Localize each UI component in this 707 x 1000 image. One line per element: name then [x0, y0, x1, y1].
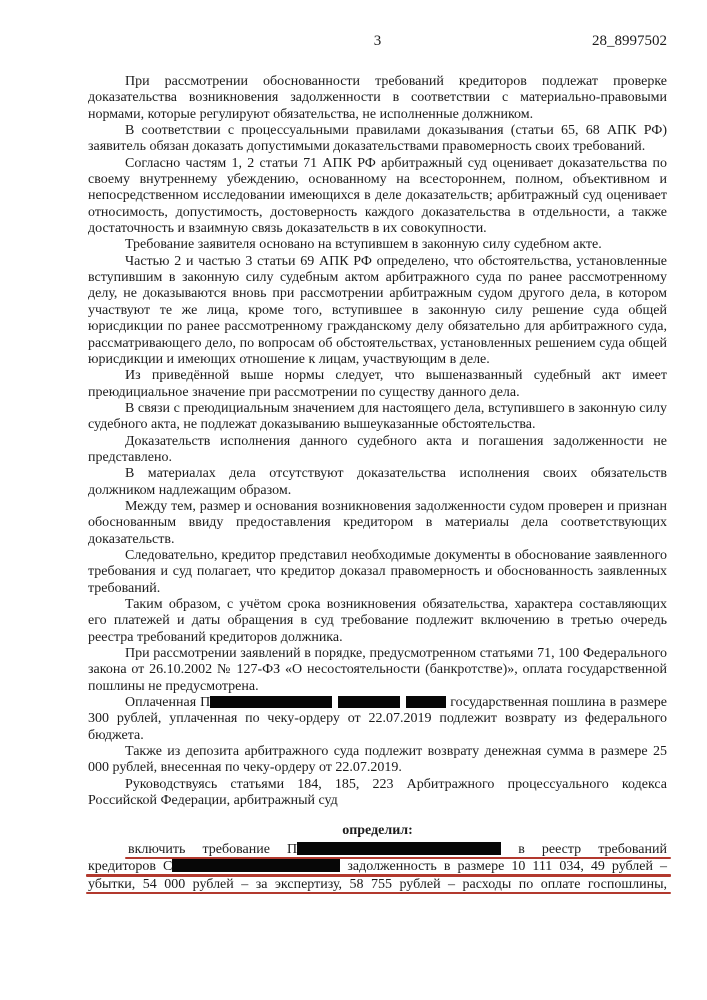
- paragraph: При рассмотрении заявлений в порядке, предусмотренном статьями 71, 100 Федерального закона от 26.10.2002 № 127-ФЗ «О несостоятельности (банкротстве)», оплата государственной пошлины не предусмотрена.: [88, 646, 667, 694]
- stamp-duty-paragraph: Оплаченная П государственная пошлина в размере 300 рублей, уплаченная по чеку-ордеру от 22.07.2019 подлежит возврату из федерального бюджета.: [88, 695, 667, 743]
- page-number: 3: [373, 33, 382, 49]
- ruling-line: кредиторов С задолженность в размере 10 111 034, 49 рублей –: [88, 858, 667, 876]
- red-pen-underline: [86, 892, 671, 895]
- ruling-heading: определил:: [342, 823, 413, 839]
- redaction-bar: [172, 859, 340, 872]
- document-code: 28_8997502: [592, 33, 667, 49]
- paragraph: В соответствии с процессуальными правилами доказывания (статьи 65, 68 АПК РФ) заявитель обязан доказать допустимыми доказательствами правомерность своих требований.: [88, 123, 667, 155]
- paragraph: Между тем, размер и основания возникновения задолженности судом проверен и признан обоснованным ввиду предоставления кредитором в материалы дела соответствующих доказательств.: [88, 498, 667, 547]
- ruling-line: убытки, 54 000 рублей – за экспертизу, 58 755 рублей – расходы по оплате госпошлины,: [88, 876, 667, 894]
- redaction-bar: [406, 696, 446, 708]
- paragraph: Частью 2 и частью 3 статьи 69 АПК РФ определено, что обстоятельства, установленные вступившим в законную силу судебным актом арбитражного суда по ранее рассмотренному делу, не доказываются вновь при рассмотрении арбитражным судом другого дела, в котором участвуют те же лица, кроме того, вступившее в законную силу решение суда общей юрисдикции по ранее рассмотренному гражданскому делу обязательно для арбитражного суда, рассматривающего дело, по вопросам об обстоятельствах, установленных решением суда общей юрисдикции и имеющих отношение к лицам, участвующим в деле.: [88, 253, 667, 367]
- document-body: [88, 74, 667, 893]
- paragraph: Доказательств исполнения данного судебного акта и погашения задолженности не представлено.: [88, 433, 667, 465]
- paragraph: При рассмотрении обоснованности требований кредиторов подлежат проверке доказательства возникновения задолженности в соответствии с материально-правовыми нормами, которые регулируют обязательства, не исполненные должником.: [88, 74, 667, 122]
- body-paragraphs: [88, 74, 667, 809]
- paragraph: В материалах дела отсутствуют доказательства исполнения своих обязательств должником надлежащим образом.: [88, 466, 667, 498]
- paragraph: Таким образом, с учётом срока возникновения обязательства, характера составляющих его платежей и даты обращения в суд требование подлежит включению в третью очередь реестра требований кредиторов должника.: [88, 597, 667, 645]
- paragraph: Руководствуясь статьями 184, 185, 223 Арбитражного процессуального кодекса Российской Федерации, арбитражный суд: [88, 776, 667, 809]
- page-header: [88, 33, 667, 53]
- redaction-bar: [297, 842, 501, 855]
- redaction-bar: [210, 696, 332, 708]
- paragraph: Из приведённой выше нормы следует, что вышеназванный судебный акт имеет преюдициальное значение при рассмотрении по существу данного дела.: [88, 368, 667, 400]
- paragraph: Согласно частям 1, 2 статьи 71 АПК РФ арбитражный суд оценивает доказательства по своему внутреннему убеждению, основанному на всестороннем, полном, объективном и непосредственном исследовании имеющихся в деле доказательств; арбитражный суд оценивает относимость, допустимость, достоверность каждого доказательства в отдельности, а также достаточность и взаимную связь доказательств в их совокупности.: [88, 155, 667, 237]
- paragraph: Требование заявителя основано на вступившем в законную силу судебном акте.: [125, 237, 602, 253]
- redaction-bar: [338, 696, 400, 708]
- paragraph: В связи с преюдициальным значением для настоящего дела, вступившего в законную силу судебного акта, не подлежат доказыванию вышеуказанные обстоятельства.: [88, 400, 667, 433]
- paragraph: Также из депозита арбитражного суда подлежит возврату денежная сумма в размере 25 000 рублей, внесенная по чеку-ордеру от 22.07.2019.: [88, 744, 667, 776]
- paragraph: Следовательно, кредитор представил необходимые документы в обоснование заявленного требования и суд полагает, что кредитор доказал правомерность и обоснованность заявленных требований.: [88, 547, 667, 596]
- ruling-line: включить требование П в реестр требований: [88, 841, 667, 859]
- ruling-lines: [88, 841, 667, 894]
